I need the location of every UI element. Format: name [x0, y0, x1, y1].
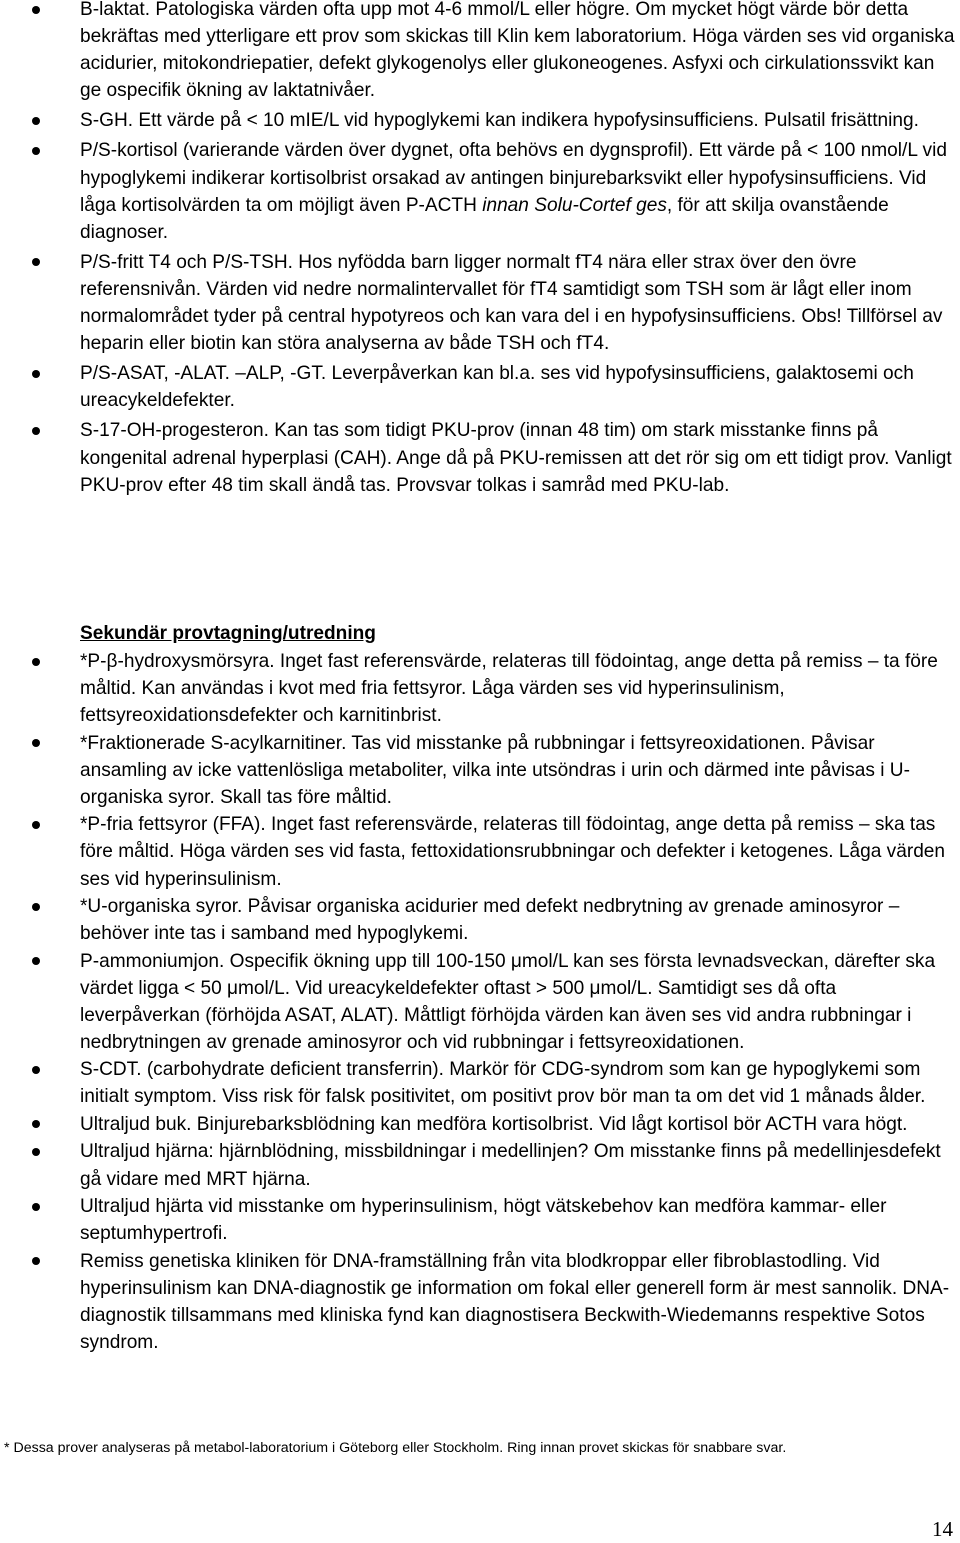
list-item-text: S-CDT. (carbohydrate deficient transferrin). Markör för CDG-syndrom som kan ge hypoglykemi som initialt symptom. Viss risk för falsk positivitet, om positivt prov bör man ta om det vid 1 månads ålder. [80, 1059, 926, 1108]
list-item-text: S-GH. Ett värde på < 10 mIE/L vid hypoglykemi kan indikera hypofysinsufficiens. Pulsatil frisättning. [80, 110, 919, 132]
list-item-text: P/S-fritt T4 och P/S-TSH. Hos nyfödda barn ligger normalt fT4 nära eller strax över den övre referensnivån. Värden vid nedre normalintervallet för fT4 samtidigt som TSH som är lågt eller inom normalområdet tyder på central hypotyreos och kan vara del i en hypofysinsufficiens. Obs! Tillförsel av heparin eller biotin kan störa analyserna av både TSH och fT4. [80, 251, 943, 355]
list-item [0, 648, 960, 729]
list-item [0, 360, 960, 414]
page-number: 14 [932, 1517, 953, 1541]
bullet-icon [32, 739, 40, 747]
bullet-icon [32, 1148, 40, 1156]
list-item [0, 1056, 960, 1110]
list-item-text: P-ammoniumjon. Ospecifik ökning upp till 100-150 μmol/L kan ses första levnadsveckan, därefter ska värdet ligga < 50 μmol/L. Vid ureacykeldefekter oftast > 500 μmol/L. Samtidigt ses då ofta leverpåverkan (förhöjda ASAT, ALAT). Måttligt förhöjda värden kan även ses vid andra rubbningar i nedbrytningen av grenade aminosyror och vid rubbningar i fettsyreoxidationen. [80, 950, 936, 1053]
bullet-icon [32, 6, 40, 14]
list-item [0, 417, 960, 498]
list-item-text: Ultraljud hjärna: hjärnblödning, missbildningar i medellinjen? Om misstanke finns på medellinjesdefekt gå vidare med MRT hjärna. [80, 1141, 941, 1190]
list-item [0, 811, 960, 892]
list-item [0, 1111, 960, 1138]
bullet-icon [32, 658, 40, 666]
primary-test-list [0, 0, 960, 502]
list-item [0, 1248, 960, 1356]
list-item [0, 107, 960, 134]
section-heading: Sekundär provtagning/utredning [80, 623, 376, 644]
list-item-text: *Fraktionerade S-acylkarnitiner. Tas vid misstanke på rubbningar i fettsyreoxidationen. Påvisar ansamling av icke vattenlösliga metaboliter, vilka inte utsöndras i urin och därmed inte påvisas i U-organiska syror. Skall tas före måltid. [80, 732, 910, 808]
bullet-icon [32, 957, 40, 965]
list-item [0, 137, 960, 245]
list-item-text: *P-β-hydroxysmörsyra. Inget fast referensvärde, relateras till födointag, ange detta på remiss – ta före måltid. Kan användas i kvot med fria fettsyror. Låga värden ses vid hyperinsulinism, fettsyreoxidationsdefekter och karnitinbrist. [80, 651, 938, 727]
list-item-text: P/S-kortisol (varierande värden över dygnet, ofta behövs en dygnsprofil). Ett värde på < 100 nmol/L vid hypoglykemi indikerar kortisolbrist orsakad av antingen binjurebarksvikt eller hypofysinsufficiens. Vid låga kortisolvärden ta om möjligt även P-ACTH [80, 140, 947, 216]
bullet-icon [32, 370, 40, 378]
bullet-icon [32, 1203, 40, 1211]
list-item-text: *P-fria fettsyror (FFA). Inget fast referensvärde, relateras till födointag, ange detta på remiss – ska tas före måltid. Höga värden ses vid fasta, fettoxidationsrubbningar och defekter i ketogenes. Låga värden ses vid hyperinsulinism. [80, 814, 946, 890]
bullet-icon [32, 1257, 40, 1265]
bullet-icon [32, 821, 40, 829]
list-item [0, 1138, 960, 1192]
footnote: * Dessa prover analyseras på metabol-laboratorium i Göteborg eller Stockholm. Ring innan provet skickas för snabbare svar. [4, 1440, 787, 1456]
bullet-icon [32, 1066, 40, 1074]
list-item [0, 893, 960, 947]
bullet-icon [32, 1120, 40, 1128]
bullet-icon [32, 903, 40, 911]
list-item-text: Ultraljud buk. Binjurebarksblödning kan medföra kortisolbrist. Vid lågt kortisol bör ACTH vara högt. [80, 1113, 908, 1135]
list-item [0, 948, 960, 1056]
list-item-text: , för att skilja ovanstående diagnoser. [80, 194, 889, 243]
list-item [0, 1193, 960, 1247]
list-item-text: *U-organiska syror. Påvisar organiska acidurier med defekt nedbrytning av grenade aminosyror – behöver inte tas i samband med hypoglykemi. [80, 896, 900, 945]
list-item-text: Ultraljud hjärta vid misstanke om hyperinsulinism, högt vätskebehov kan medföra kammar- eller septumhypertrofi. [80, 1196, 887, 1245]
bullet-icon [32, 258, 40, 266]
list-item-text: Remiss genetiska kliniken för DNA-framställning från vita blodkroppar eller fibroblastodling. Vid hyperinsulinism kan DNA-diagnostik ge information om fokal eller generell form är mest sannolik. DNA-diagnostik tillsammans med kliniska fynd kan diagnostisera Beckwith-Wiedemanns respektive Sotos syndrom. [80, 1250, 950, 1353]
secondary-test-list [0, 648, 960, 1356]
bullet-icon [32, 427, 40, 435]
list-item [0, 249, 960, 357]
bullet-icon [32, 147, 40, 155]
list-item-text: S-17-OH-progesteron. Kan tas som tidigt PKU-prov (innan 48 tim) om stark misstanke finns på kongenital adrenal hyperplasi (CAH). Ange då på PKU-remissen att det rör sig om ett tidigt prov. Vanligt PKU-prov efter 48 tim skall ändå tas. Provsvar tolkas i samråd med PKU-lab. [80, 420, 952, 496]
list-item-text: B-laktat. Patologiska värden ofta upp mot 4-6 mmol/L eller högre. Om mycket högt värde bör detta bekräftas med ytterligare ett prov som skickas till Klin kem laboratorium. Höga värden ses vid organiska acidurier, mitokondriepatier, defekt glykogenolys eller glukoneogenes. Asfyxi och cirkulationssvikt kan ge ospecifik ökning av laktatnivåer. [80, 0, 955, 102]
list-item [0, 0, 960, 104]
bullet-icon [32, 117, 40, 125]
list-item [0, 730, 960, 811]
list-item-text: P/S-ASAT, -ALAT. –ALP, -GT. Leverpåverkan kan bl.a. ses vid hypofysinsufficiens, galaktosemi och ureacykeldefekter. [80, 363, 914, 412]
emphasis-text: innan Solu-Cortef ges [482, 194, 667, 216]
